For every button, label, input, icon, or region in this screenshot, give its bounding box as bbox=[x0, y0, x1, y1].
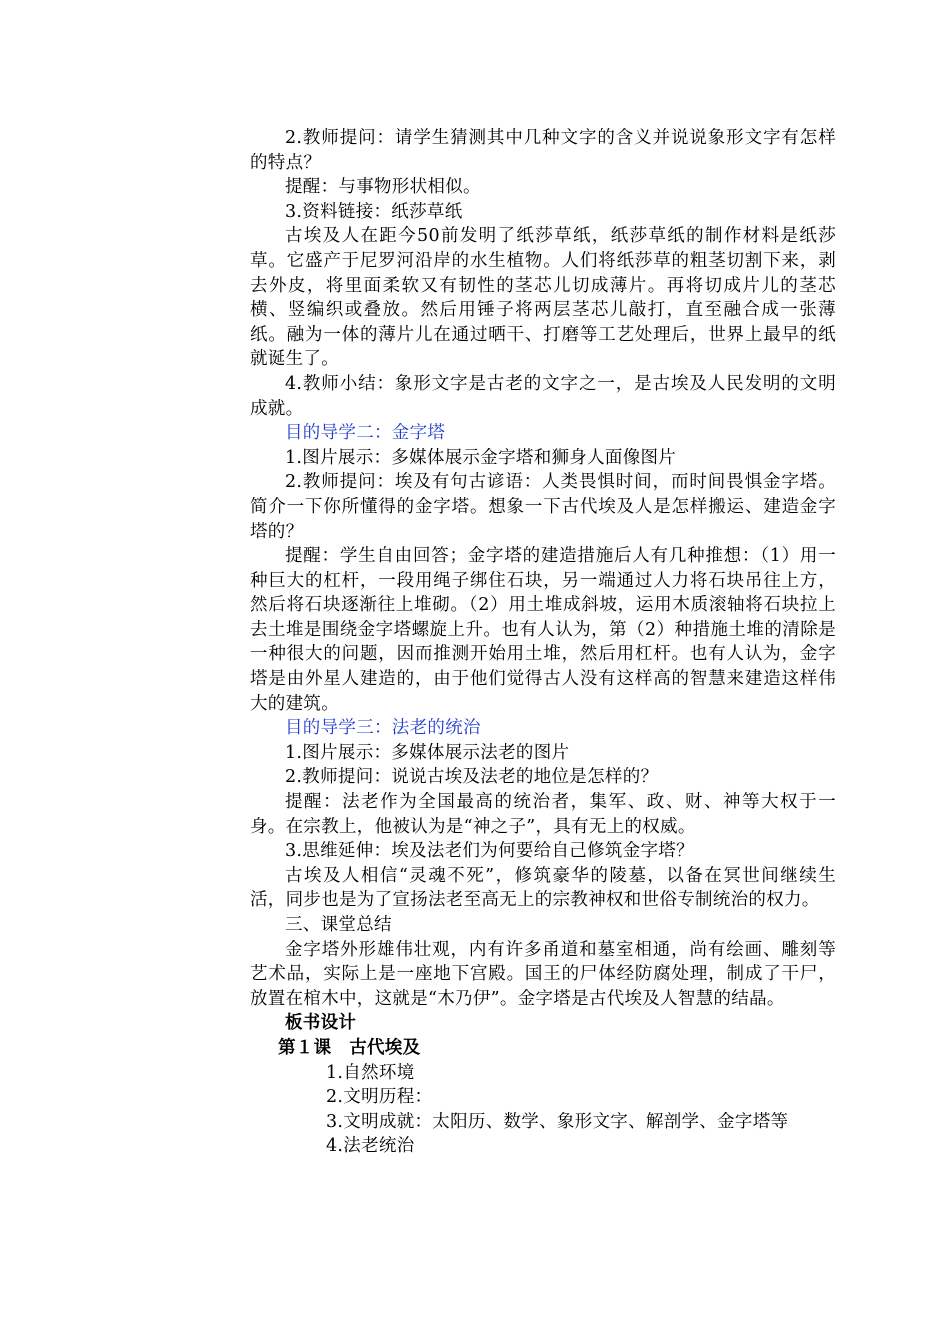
paragraph-teacher-question-scripts: 2.教师提问：请学生猜测其中几种文字的含义并说说象形文字有怎样的特点？ bbox=[250, 128, 836, 173]
paragraph-thinking-extension: 3.思维延伸：埃及法老们为何要给自己修筑金字塔？ bbox=[285, 841, 694, 862]
paragraph-teacher-question-pharaoh: 2.教师提问：说说古埃及法老的地位是怎样的？ bbox=[285, 767, 659, 788]
section-heading-pharaoh: 目的导学三：法老的统治 bbox=[285, 718, 481, 739]
paragraph-hint-pyramid-construction: 提醒：学生自由回答；金字塔的建造措施后人有几种推想：（1）用一种巨大的杠杆，一段用绳子绑住石块，另一端通过人力将石块吊往上方，然后将石块逐渐往上堆砌。（2）用土堆成斜坡，运用木质滚轴将石块拉上去土堆是围绕金字塔螺旋上升。也有人认为，第（2）种措施土堆的清除是一种很大的问题，因而推测开始用土堆，然后用杠杆。也有人认为，金字塔是由外星人建造的，由于他们觉得古人没有这样高的智慧来建造这样伟大的建筑。 bbox=[250, 546, 836, 714]
paragraph-image-pharaoh: 1.图片展示：多媒体展示法老的图片 bbox=[285, 742, 570, 763]
paragraph-papyrus: 古埃及人在距今50前发明了纸莎草纸，纸莎草纸的制作材料是纸莎草。它盛产于尼罗河沿岸的水生植物。人们将纸莎草的粗茎切割下来，剥去外皮，将里面柔软又有韧性的茎芯儿切成薄片。再将切成片儿的茎芯横、竖编织或叠放。然后用锤子将两层茎芯儿敲打，直至融合成一张薄纸。融为一体的薄片儿在通过晒干、打磨等工艺处理后，世界上最早的纸就诞生了。 bbox=[250, 226, 836, 370]
section-heading-pyramid: 目的导学二：金字塔 bbox=[285, 423, 446, 444]
paragraph-image-pyramid: 1.图片展示：多媒体展示金字塔和狮身人面像图片 bbox=[285, 447, 677, 468]
board-lesson-title: 第１课 古代埃及 bbox=[278, 1037, 421, 1058]
paragraph-hint-shape: 提醒：与事物形状相似。 bbox=[285, 177, 481, 198]
board-design-heading: 板书设计 bbox=[285, 1013, 357, 1034]
paragraph-teacher-summary: 4.教师小结：象形文字是古老的文字之一，是古埃及人民发明的文明成就。 bbox=[250, 373, 836, 419]
paragraph-hint-pharaoh: 提醒：法老作为全国最高的统治者，集军、政、财、神等大权于一身。在宗教上，他被认为是“神之子”，具有无上的权威。 bbox=[250, 792, 836, 837]
board-item: 1.自然环境 bbox=[326, 1062, 415, 1083]
board-item: 4.法老统治 bbox=[326, 1136, 415, 1157]
document-body bbox=[250, 126, 836, 1159]
paragraph-class-summary: 金字塔外形雄伟壮观，内有许多甬道和墓室相通，尚有绘画、雕刻等艺术品，实际上是一座地下宫殿。国王的尸体经防腐处理，制成了干尸，放置在棺木中，这就是“木乃伊”。金字塔是古代埃及人智慧的结晶。 bbox=[250, 939, 836, 1009]
paragraph-resource-link: 3.资料链接：纸莎草纸 bbox=[285, 201, 463, 222]
paragraph-soul-immortal: 古埃及人相信“灵魂不死”，修筑豪华的陵墓，以备在冥世间继续生活，同步也是为了宣扬法老至高无上的宗教神权和世俗专制统治的权力。 bbox=[250, 865, 836, 911]
board-item: 3.文明成就：太阳历、数学、象形文字、解剖学、金字塔等 bbox=[326, 1111, 789, 1132]
board-item: 2.文明历程： bbox=[326, 1087, 433, 1108]
paragraph-teacher-question-pyramid: 2.教师提问：埃及有句古谚语：人类畏惧时间，而时间畏惧金字塔。简介一下你所懂得的金字塔。想象一下古代埃及人是怎样搬运、建造金字塔的？ bbox=[250, 472, 836, 542]
section-heading-class-summary: 三、课堂总结 bbox=[285, 915, 392, 935]
